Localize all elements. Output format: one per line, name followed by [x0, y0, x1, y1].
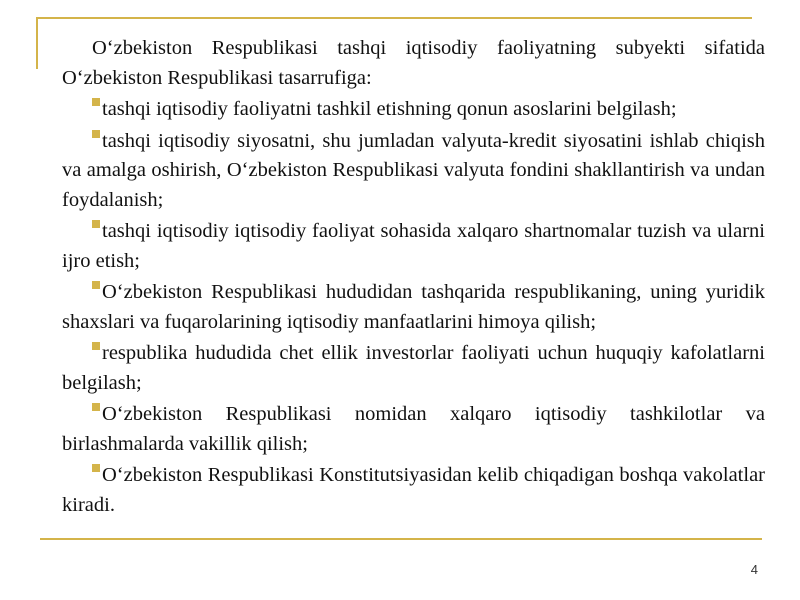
bullet-text: O‘zbekiston Respublikasi hududidan tashqarida respublikaning, uning yuridik shaxslari va fuqarolarining iqtisodiy manfaatlarini himoya qilish;	[62, 281, 765, 333]
square-bullet-icon	[92, 220, 100, 228]
square-bullet-icon	[92, 98, 100, 106]
bullet-item	[62, 400, 765, 459]
bullet-text: tashqi iqtisodiy iqtisodiy faoliyat sohasida xalqaro shartnomalar tuzish va ularni ijro etish;	[62, 220, 765, 272]
intro-paragraph: O‘zbekiston Respublikasi tashqi iqtisodiy faoliyatning subyekti sifatida O‘zbekiston Respublikasi tasarrufiga:	[62, 37, 765, 89]
bullet-text: respublika hududida chet ellik investorlar faoliyati uchun huquqiy kafolatlarni belgilash;	[62, 342, 765, 394]
left-rule	[36, 17, 38, 69]
slide-body	[62, 34, 765, 522]
bullet-item	[62, 461, 765, 520]
bullet-item	[62, 127, 765, 216]
square-bullet-icon	[92, 403, 100, 411]
page-number: 4	[750, 562, 758, 577]
square-bullet-icon	[92, 281, 100, 289]
bullet-text: O‘zbekiston Respublikasi Konstitutsiyasidan kelib chiqadigan boshqa vakolatlar kiradi.	[62, 464, 765, 516]
bullet-text: O‘zbekiston Respublikasi nomidan xalqaro iqtisodiy tashkilotlar va birlashmalarda vakillik qilish;	[62, 403, 765, 455]
bullet-item	[62, 278, 765, 337]
square-bullet-icon	[92, 464, 100, 472]
bullet-item	[62, 217, 765, 276]
bottom-rule	[40, 538, 762, 540]
bullet-item	[62, 339, 765, 398]
bullet-item	[62, 95, 765, 125]
top-rule	[36, 17, 752, 19]
square-bullet-icon	[92, 130, 100, 138]
bullet-text: tashqi iqtisodiy siyosatni, shu jumladan valyuta-kredit siyosatini ishlab chiqish va amalga oshirish, O‘zbekiston Respublikasi valyuta fondini shakllantirish va undan foydalanish;	[62, 129, 765, 211]
bullet-text: tashqi iqtisodiy faoliyatni tashkil etishning qonun asoslarini belgilash;	[102, 98, 677, 120]
square-bullet-icon	[92, 342, 100, 350]
